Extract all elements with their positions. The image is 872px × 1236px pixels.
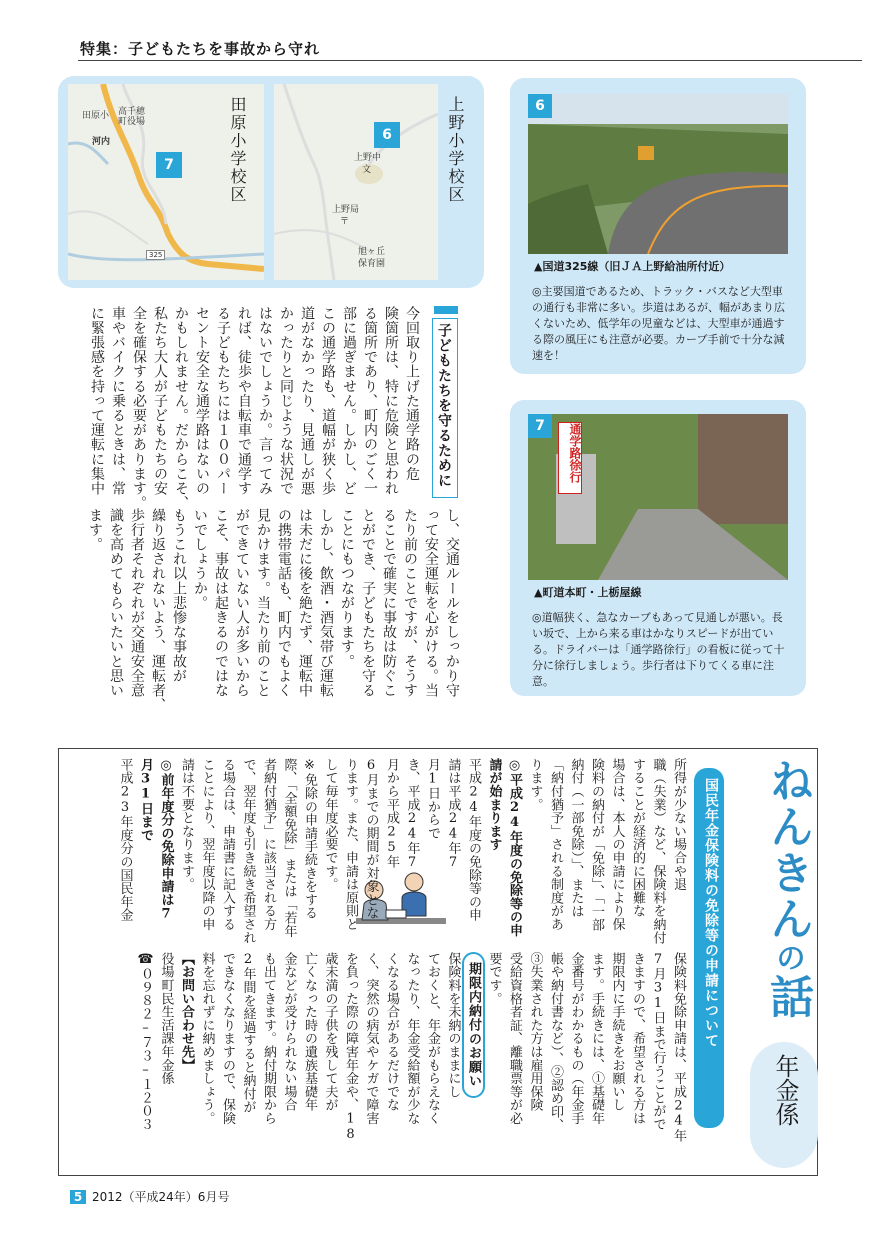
map-label-nursery: 保育園 [358,259,386,269]
nenkin-column: 6月までの期間が対象とな [363,758,379,920]
nenkin-column: 歳未満の子供を残して夫が [322,952,338,1112]
article-column: 険箇所は、特に危険と思われ [383,306,399,496]
nenkin-column: 納付（一部免除）」、または [568,758,584,918]
section-title: 子どもたちを守るために [432,318,458,498]
nenkin-title-no: の [770,942,805,974]
nenkin-column: る場合は、申請書に記入する [220,758,235,931]
nenkin-column: ておくと、年金がもらえなく [425,952,440,1125]
article-column: 識を高めてもらいたいと思い [108,508,124,698]
map-marker-6: 6 [374,122,400,148]
nenkin-column: 期限内に手続きをお願いし [609,952,625,1112]
article-column: 部に過ぎません。しかし、ど [341,306,357,496]
nenkin-column: 2年間を経過すると納付が [240,952,256,1114]
nenkin-dept-badge: 年金係 [750,1042,818,1168]
article-column: 見かけます。当たり前のこと [255,508,271,698]
nenkin-column: くなる場合があるだけでな [384,952,399,1112]
article-column: し、交通ルールをしっかり守 [444,508,460,698]
nenkin-column: 月から平成25年 [384,758,399,869]
section-title-bar [434,306,458,314]
photo-panel-6 [510,78,806,374]
nenkin-column: 帳や納付書など）、②認め印、 [548,952,563,1132]
nenkin-column: 場合は、本人の申請により保 [609,758,625,931]
nenkin-column: ことにより、翌年度以降の申 [199,758,215,931]
article-column: こそ、事故は起きるのではな [213,508,229,698]
sign-slow-school-route: 通学路徐行 [558,422,582,494]
article-column: ことにもつながります。 [339,508,355,669]
nenkin-column: ます。手続きには、①基礎年 [589,952,604,1125]
map-ueno [274,84,438,280]
article-column: もうこれ以上悲惨な事故が [171,508,187,684]
nenkin-column: 料を忘れずに納めましょう。 [199,952,215,1125]
article-column: ることで確実に事故は防ぐこ [381,508,397,698]
nenkin-contact-phone: ☎０９８２–７３–１２０３ [138,952,153,1131]
article-column: はないでしょうか。言ってみ [257,306,273,496]
map-ueno-label: 上野小学校区 [446,96,465,204]
map-label-post-office: 上野局 [332,205,360,215]
nenkin-column: 平成23年度分の国民年金 [117,758,133,922]
article-column: る箇所であり、町内のごく一 [362,306,378,496]
article-column: は未だに後を絶たず、運転中 [297,508,313,698]
article-column: 繰り返されないよう、運転者、 [150,508,166,713]
road-photo-6 [528,94,788,254]
nenkin-column: 月1日からで [425,758,440,840]
header-rule [78,60,862,61]
article-column: 道がなかったり、見通しが悪 [299,306,315,496]
map-marker-7: 7 [156,152,182,178]
article-column: たり前のことですが、そうす [402,508,418,698]
nenkin-subhead: 請が始まります [486,758,502,852]
nenkin-column: 険料の納付が「免除」、「一部 [589,758,604,932]
page-footer [70,1188,229,1205]
article-column: って安全運転を心がける。当 [423,508,439,698]
photo-panel-7 [510,400,806,696]
issue-label: 2012（平成24年）6月号 [92,1190,230,1204]
map-label-tahara-school: 田原小 [82,111,110,121]
nenkin-column: ります。 [527,758,543,812]
map-label-takachiho: 高千穂 [118,107,146,117]
section-header: 特集：子どもたちを事故から守れ [80,40,321,58]
nenkin-column: で、翌年度も引き続き希望され [240,758,256,945]
nenkin-column: ③失業された方は雇用保険 [527,952,543,1112]
photo-marker-7: 7 [528,414,552,438]
nenkin-column: できなくなりますので、保険 [220,952,235,1125]
article-lower-text [64,508,462,728]
map-label-asahigaoka: 旭ヶ丘 [358,247,386,257]
article-column: この通学路も、道幅が狭く歩 [320,306,336,496]
photo-caption-7: ▲町道本町・上栃屋線 [534,586,642,599]
map-tahara-label: 田原小学校区 [228,96,247,204]
nenkin-column: き、平成24年7 [404,758,420,871]
nenkin-upper-text [68,758,688,948]
article-column: 私たち大人が子どもたちの安 [152,306,168,496]
nenkin-column: 請は不要となります。 [179,758,194,891]
nenkin-column: 保険料を未納のままにし [445,952,461,1099]
article-column: ます。 [87,508,103,552]
nenkin-column: 保険料免除申請は、平成24年 [671,952,686,1143]
article-column: に緊張感を持って運転に集中 [89,306,105,496]
nenkin-column: 職（失業）など、保険料を納付 [650,758,666,945]
nenkin-column: を負った際の障害年金や、18 [343,952,358,1143]
article-column: いでしょうか。 [192,508,208,611]
photo-desc-7: ◎道幅狭く、急なカーブもあって見通しが悪い。長い坂で、上から来る車はかなりスピードが出ている。ドライバーは「通学路徐行」の看板に従って十分に徐行しましょう。歩行者は下りてくる車に注意。 [532,611,785,688]
article-column: しかし、飲酒・酒気帯び運転 [318,508,334,698]
article-column: 全を確保する必要があります。 [131,306,147,511]
article-column: の携帯電話も、町内でもよく [276,508,292,698]
article-column: セント安全な通学路はないの [194,306,210,496]
nenkin-column: 者納付猶予」に該当される方 [261,758,276,931]
nenkin-deadline-heading: 期限内納付のお願い [462,952,485,1098]
map-label-townhall: 町役場 [118,117,146,127]
nenkin-column: 要です。 [486,952,502,1006]
road-photo-7 [528,414,788,580]
article-column: 歩行者それぞれが交通安全意 [129,508,145,698]
article-column: かもしれません。だからこそ、 [173,306,189,511]
article-column: 今回取り上げた通学路の危 [404,306,420,482]
nenkin-contact-heading: 【お問い合わせ先】 [179,952,194,1072]
nenkin-column: 所得が少ない場合や退 [671,758,686,891]
nenkin-column: 平成24年度の免除等の申 [466,758,481,922]
map-label-route: 325 [146,250,165,260]
nenkin-column: 7月31日まで行うことがで [650,952,666,1131]
nenkin-title-big: ねんきん [762,758,813,942]
nenkin-column: く、突然の病気やケガで障害 [363,952,379,1125]
nenkin-lower-text [68,952,688,1168]
nenkin-column: することが経済的に困難な [630,758,645,918]
nenkin-subtitle: 国民年金保険料の免除等の申請について [694,768,724,1128]
photo-desc-6: ◎主要国道であるため、トラック・バスなど大型車の通行も非常に多い。歩道はあるが、幅があまり広くないため、低学年の児童などは、大型車が通過する際の風圧にも注意が必要。カーブ手前で十分な減速を！ [532,285,785,362]
nenkin-column: ります。また、申請は原則と [343,758,358,931]
photo-marker-6: 6 [528,94,552,118]
nenkin-column: 「納付猶予」される制度があ [548,758,563,931]
article-column: 車やバイクに乗るときは、常 [110,306,126,496]
article-column: ができていない人が多いから [234,508,250,698]
nenkin-title-end: 話 [762,974,813,1020]
nenkin-column: 金番号がわかるもの（年金手 [568,952,584,1125]
nenkin-title [754,758,813,1048]
nenkin-column: ※免除の申請手続きをする [302,758,317,920]
nenkin-column: して毎年度必要です。 [322,758,338,891]
page-number: 5 [70,1190,86,1204]
article-column: る子どもたちには１００パー [215,306,231,496]
nenkin-column: 受給資格者証、離職票等が必 [507,952,522,1125]
nenkin-subhead: ◎前年度分の免除申請は7 [158,758,174,922]
nenkin-subhead: 月31日まで [138,758,153,842]
article-column: とができ、子どもたちを守る [360,508,376,698]
map-label-ueno-jhs: 上野中 [354,153,382,163]
photo-caption-6: ▲国道325線（旧ＪＡ上野給油所付近） [534,260,731,273]
map-post-symbol: 〒 [340,217,350,227]
nenkin-subhead: ◎平成24年度の免除等の申 [507,758,522,937]
nenkin-column: 際、「全額免除」または「若年 [281,758,297,938]
nenkin-column: きますので、希望される方は [630,952,645,1125]
map-label-kawachi: 河内 [92,137,111,147]
nenkin-column: なったり、年金受給額が少な [404,952,420,1125]
nenkin-column: 亡くなった時の遺族基礎年 [302,952,317,1112]
map-school-symbol: 文 [362,165,372,175]
article-column: れば、徒歩や自転車で通学す [236,306,252,496]
nenkin-column: 請は平成24年7 [445,758,461,871]
nenkin-column: も出てきます。納付期限から [261,952,276,1125]
article-column: かったりと同じような状況で [278,306,294,496]
map-panel [58,76,484,288]
nenkin-contact-dept: 役場町民生活課年金係 [158,952,174,1085]
nenkin-column: 金などが受けられない場合 [281,952,297,1112]
